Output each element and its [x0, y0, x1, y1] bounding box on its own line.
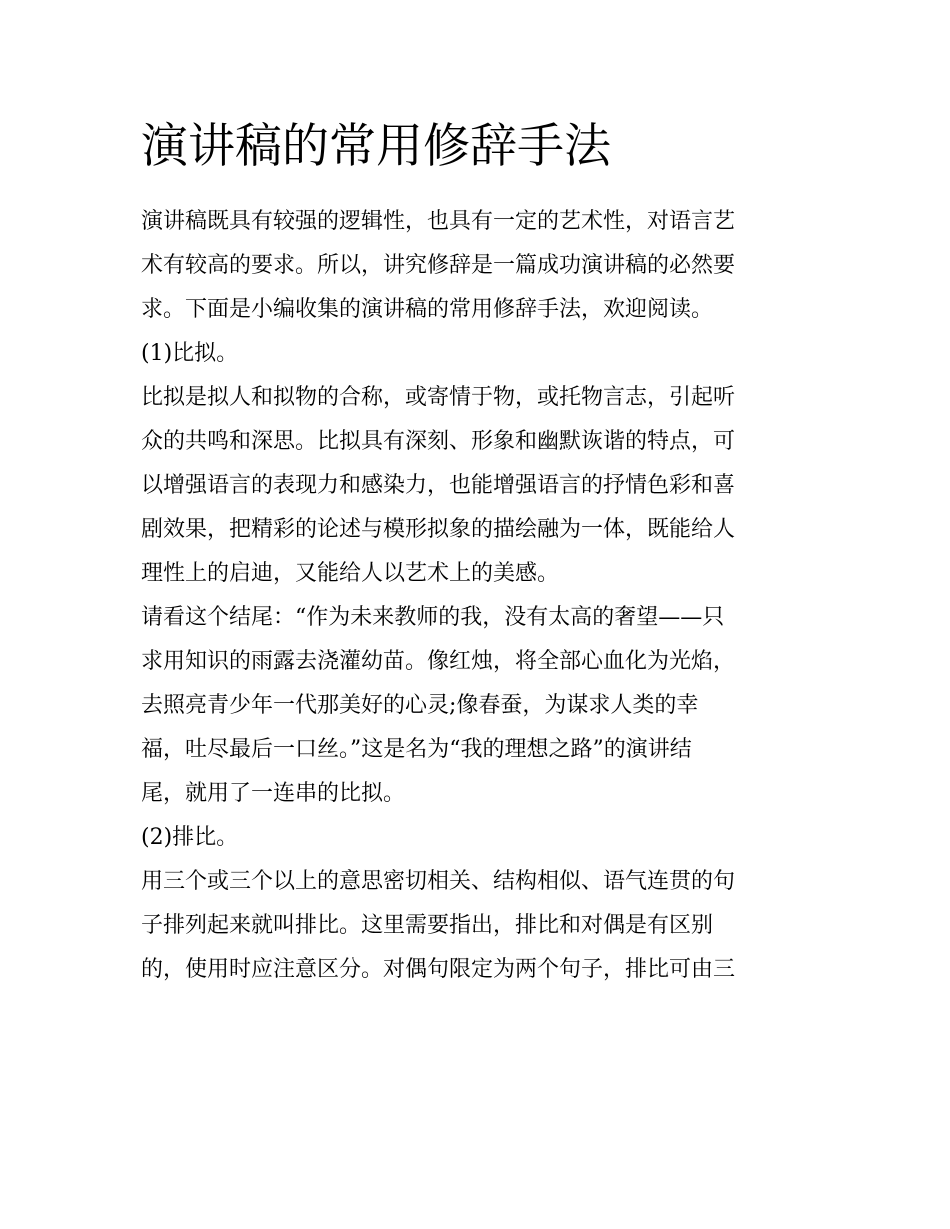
text-line: 求。下面是小编收集的演讲稿的常用修辞手法，欢迎阅读。 [141, 297, 714, 322]
text-line: 福，吐尽最后一口丝。”这是名为“我的理想之路”的演讲结 [141, 737, 692, 762]
text-line: 以增强语言的表现力和感染力，也能增强语言的抒情色彩和喜 [141, 473, 736, 498]
document-body [141, 112, 811, 992]
text-line: 子排列起来就叫排比。这里需要指出，排比和对偶是有区别 [141, 913, 714, 938]
text-line: 比拟是拟人和拟物的合称，或寄情于物，或托物言志，引起听 [141, 385, 736, 410]
text-line: 剧效果，把精彩的论述与模形拟象的描绘融为一体，既能给人 [141, 517, 736, 542]
text-line: 演讲稿既具有较强的逻辑性，也具有一定的艺术性，对语言艺 [141, 209, 736, 234]
section-heading-bini: (1)比拟。 [141, 341, 239, 366]
section-heading-paibi: (2)排比。 [141, 825, 239, 850]
text-line: 的，使用时应注意区分。对偶句限定为两个句子，排比可由三 [141, 957, 736, 982]
text-line: 请看这个结尾：“作为未来教师的我，没有太高的奢望——只 [141, 605, 725, 630]
text-line: 用三个或三个以上的意思密切相关、结构相似、语气连贯的句 [141, 869, 736, 894]
text-line: 术有较高的要求。所以，讲究修辞是一篇成功演讲稿的必然要 [141, 253, 736, 278]
text-line: 理性上的启迪，又能给人以艺术上的美感。 [141, 561, 560, 586]
page-title: 演讲稿的常用修辞手法 [141, 119, 611, 174]
text-line: 众的共鸣和深思。比拟具有深刻、形象和幽默诙谐的特点，可 [141, 429, 736, 454]
text-line: 尾，就用了一连串的比拟。 [141, 781, 406, 806]
text-line: 去照亮青少年一代那美好的心灵;像春蚕，为谋求人类的幸 [141, 693, 699, 718]
text-line: 求用知识的雨露去浇灌幼苗。像红烛，将全部心血化为光焰， [141, 649, 736, 674]
